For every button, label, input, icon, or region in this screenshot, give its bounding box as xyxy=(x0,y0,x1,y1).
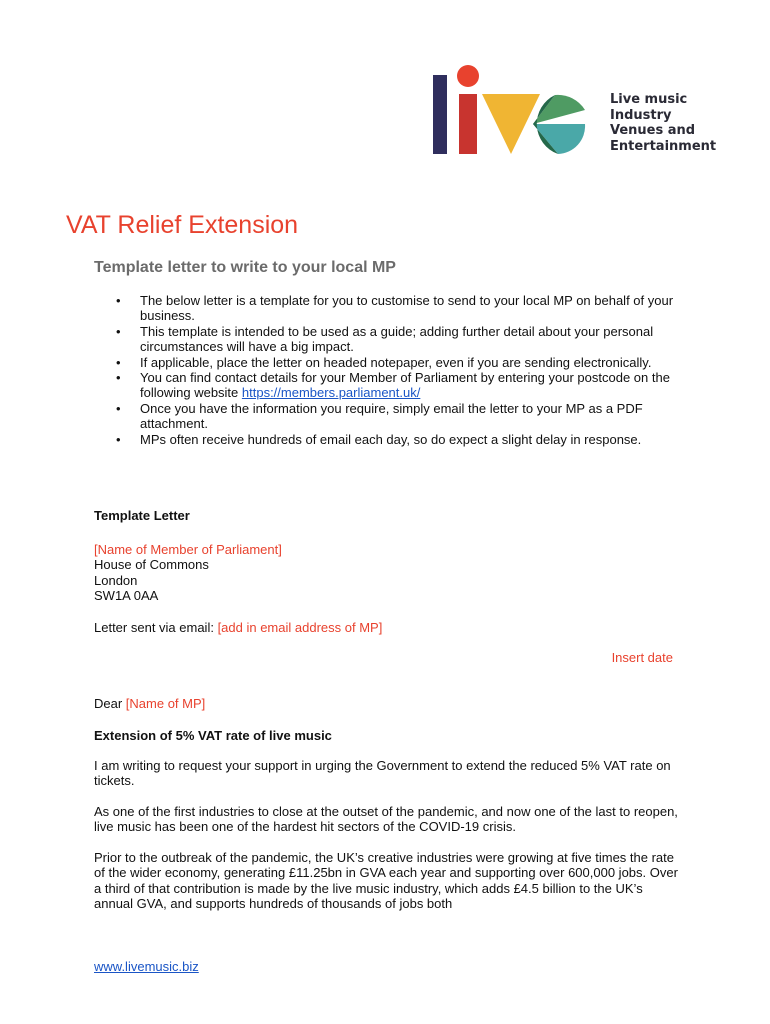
logo-i-dot xyxy=(457,65,479,87)
logo-line: Entertainment xyxy=(610,138,717,154)
letter-subject: Extension of 5% VAT rate of live music xyxy=(94,728,332,743)
list-item xyxy=(94,293,674,324)
salutation xyxy=(94,696,205,711)
logo-l-bar xyxy=(433,75,447,154)
live-logo xyxy=(432,64,732,159)
bullet-text: If applicable, place the letter on headed notepaper, even if you are sending electronically. xyxy=(140,354,652,370)
email-label: Letter sent via email: xyxy=(94,620,218,635)
logo-v-triangle xyxy=(482,94,540,154)
logo-i-bar xyxy=(459,94,477,154)
list-item xyxy=(94,324,674,355)
page-subtitle: Template letter to write to your local MP xyxy=(94,259,396,276)
letter-paragraph: As one of the first industries to close at the outset of the pandemic, and now one of the last to reopen, live music has been one of the hardest hit sectors of the COVID-19 crisis. xyxy=(94,804,678,835)
letter-paragraph: I am writing to request your support in urging the Government to extend the reduced 5% VAT rate on tickets. xyxy=(94,758,671,789)
salutation-text: Dear xyxy=(94,696,126,711)
list-item xyxy=(94,432,674,447)
logo-line: Venues and xyxy=(610,123,696,138)
recipient-placeholder: [Name of Member of Parliament] xyxy=(94,542,282,557)
salutation-placeholder: [Name of MP] xyxy=(125,696,206,711)
letter-paragraph: Prior to the outbreak of the pandemic, the UK’s creative industries were growing at five times the rate of the wider economy, generating £11.25bn in GVA each year and supporting over 600,000 jobs. Over a third of that contribution is made by the live music industry, which adds £4.5 billion to the UK’s annual GVA, and supports hundreds of thousands of jobs both xyxy=(94,850,678,912)
address-line: House of Commons xyxy=(94,557,209,573)
email-line xyxy=(94,620,382,635)
logo-wordmark xyxy=(610,92,716,154)
bullet-text: The below letter is a template for you to customise to send to your local MP on behalf of your business. xyxy=(140,293,674,324)
list-item xyxy=(94,401,674,432)
instructions-list xyxy=(94,293,674,447)
bullet-text: This template is intended to be used as a guide; adding further detail about your personal circumstances will have a big impact. xyxy=(140,323,654,355)
logo-line: Industry xyxy=(610,107,672,123)
list-item xyxy=(94,355,674,370)
bullet-text: MPs often receive hundreds of email each day, so do expect a slight delay in response. xyxy=(140,431,642,447)
list-item xyxy=(94,370,674,401)
footer-website-link[interactable]: www.livemusic.biz xyxy=(94,959,199,974)
address-line: SW1A 0AA xyxy=(94,588,159,604)
logo-line: Live music xyxy=(610,92,688,107)
email-placeholder: [add in email address of MP] xyxy=(217,620,383,635)
bullet-text: You can find contact details for your Member of Parliament by entering your postcode on the following website xyxy=(140,370,670,401)
letter-heading: Template Letter xyxy=(94,508,190,523)
page-title: VAT Relief Extension xyxy=(66,211,299,239)
bullet-text: Once you have the information you require, simply email the letter to your MP as a PDF attachment. xyxy=(140,400,643,432)
live-logo-mark xyxy=(432,64,607,159)
date-placeholder: Insert date xyxy=(611,650,673,665)
recipient-address xyxy=(94,542,282,604)
parliament-website-link[interactable]: https://members.parliament.uk/ xyxy=(241,385,421,401)
address-line: London xyxy=(94,572,138,588)
